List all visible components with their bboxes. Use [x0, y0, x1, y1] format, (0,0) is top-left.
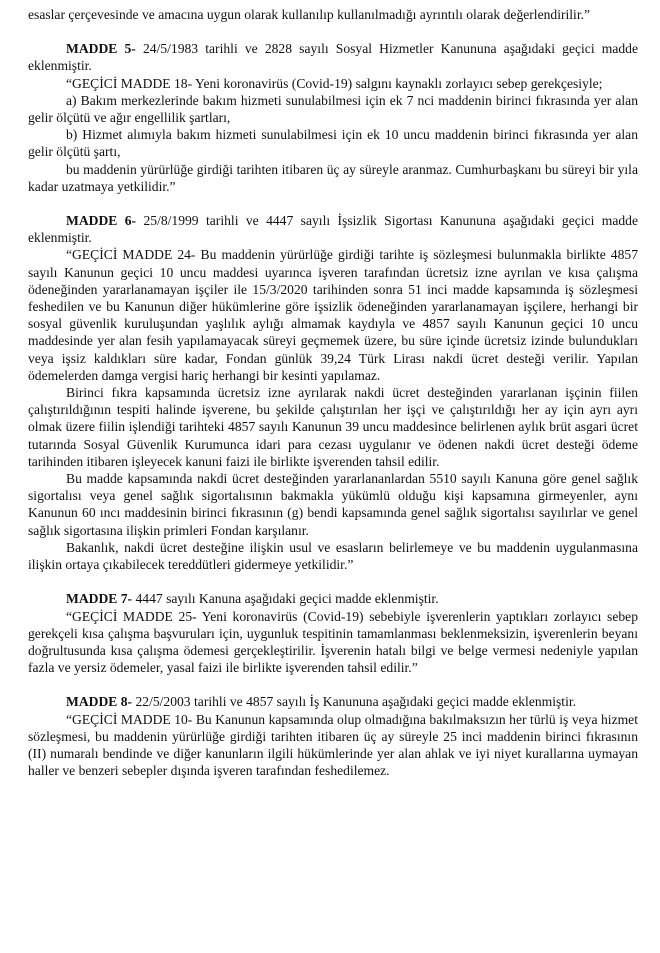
madde-7-intro: 4447 sayılı Kanuna aşağıdaki geçici madde eklenmiştir.	[132, 591, 439, 607]
madde-5-title: MADDE 5-	[66, 41, 136, 57]
madde-5-paragraph-4: bu maddenin yürürlüğe girdiği tarihten itibaren üç ay süreyle aranmaz. Cumhurbaşkanı bu süreyi bir yıla kadar uzatmaya yetkilidir.”	[28, 161, 638, 194]
spacer	[28, 573, 638, 590]
spacer	[28, 195, 638, 212]
madde-8-intro: 22/5/2003 tarihli ve 4857 sayılı İş Kanununa aşağıdaki geçici madde eklenmiştir.	[132, 694, 577, 710]
madde-6-heading	[28, 212, 638, 246]
spacer	[28, 23, 638, 40]
madde-5-paragraph-1: “GEÇİCİ MADDE 18- Yeni koronavirüs (Covid-19) salgını kaynaklı zorlayıcı sebep gerekçesiyle;	[66, 75, 603, 91]
madde-8-title: MADDE 8-	[66, 694, 133, 710]
madde-5-paragraph-3: b) Hizmet alımıyla bakım hizmeti sunulabilmesi için ek 10 uncu maddenin birinci fıkrasında yer alan gelir ölçütü şartı,	[28, 127, 638, 160]
document-page	[28, 6, 638, 779]
madde-7-paragraph-1: “GEÇİCİ MADDE 25- Yeni koronavirüs (Covid-19) sebebiyle işverenlerin yaptıkları zorlayıcı sebep gerekçeli kısa çalışma başvuruları için, uygunluk tespitinin tamamlanması beklenmeksizin, işverenlerin beyanı doğrultusunda kısa çalışma ödemesi gerçekleştirilir. İşverenin hatalı bilgi ve belge vermesi nedeniyle yapılan fazla ve yersiz ödemeler, yasal faizi ile birlikte işverenden tahsil edilir.”	[28, 608, 638, 676]
madde-6-paragraph-3: Bu madde kapsamında nakdi ücret desteğinden yararlananlardan 5510 sayılı Kanuna göre genel sağlık sigortalısı veya genel sağlık sigortalısının bakmakla yükümlü olduğu kişi kapsamına girmeyenler, aynı Kanunun 60 ıncı maddesinin birinci fıkrasının (g) bendi kapsamında genel sağlık sigortalısı sayılırlar ve genel sağlık sigortasına ilişkin primleri Fondan karşılanır.	[28, 471, 638, 538]
intro-continuation: esaslar çerçevesinde ve amacına uygun olarak kullanılıp kullanılmadığı ayrıntılı olarak değerlendirilir.”	[28, 7, 591, 22]
madde-6-intro: 25/8/1999 tarihli ve 4447 sayılı İşsizlik Sigortası Kanununa aşağıdaki geçici madde eklenmiştir.	[28, 213, 638, 246]
madde-6-paragraph-4: Bakanlık, nakdi ücret desteğine ilişkin usul ve esasların belirlemeye ve bu maddenin uygulanmasına ilişkin ortaya çıkabilecek tereddütleri gidermeye yetkilidir.”	[28, 539, 638, 573]
madde-6-paragraph-2: Birinci fıkra kapsamında ücretsiz izne ayrılarak nakdi ücret desteğinden yararlanan işçinin fiilen çalıştırıldığının tespiti halinde işverene, bu şekilde çalıştırılan her işçi ve çalıştırıldığı her ay için ayrı ayrı olmak üzere fiilin işlendiği tarihteki 4857 sayılı Kanunun 39 uncu maddesince belirlenen aylık brüt asgari ücret tutarında Sosyal Güvenlik Kurumunca idari para cezası uygulanır ve ödenen nakdi ücret desteği ödeme tarihinden itibaren işleyecek kanuni faizi ile birlikte işverenden tahsil edilir.	[28, 385, 638, 469]
madde-8-section	[28, 693, 638, 779]
madde-6-paragraph-1: “GEÇİCİ MADDE 24- Bu maddenin yürürlüğe girdiği tarihte iş sözleşmesi bulunmakla birlikte 4857 sayılı Kanunun geçici 10 uncu maddesi uyarınca işveren tarafından ücretsiz izne ayrılan ve kısa çalışma ödeneğinden yararlanamayan işçiler ile 15/3/2020 tarihinden sonra 51 inci madde kapsamında iş sözleşmesi feshedilen ve bu Kanunun diğer hükümlerine göre işsizlik ödeneğinden yararlanamayan işçilere, herhangi bir sosyal güvenlik kuruluşundan yaşlılık aylığı almamak kaydıyla ve 4857 sayılı Kanunun geçici 10 uncu maddesinde yer alan fesih yapılamayacak süreyi geçmemek üzere, bu süre içinde ücretsiz izinde bulundukları veya işsiz kaldıkları süre kadar, Fondan günlük 39,24 Türk Lirası nakdi ücret desteği verilir. Yapılan ödemelerden damga vergisi hariç herhangi bir kesinti yapılamaz.	[28, 247, 638, 383]
madde-5-paragraph-2: a) Bakım merkezlerinde bakım hizmeti sunulabilmesi için ek 7 nci maddenin birinci fıkrasında yer alan gelir ölçütü ve ağır engellilik şartları,	[28, 92, 638, 126]
madde-8-paragraph-1: “GEÇİCİ MADDE 10- Bu Kanunun kapsamında olup olmadığına bakılmaksızın her türlü iş veya hizmet sözleşmesi, bu maddenin yürürlüğe girdiği tarihten itibaren üç ay süreyle 25 inci maddenin birinci fıkrasının (II) numaralı bendinde ve diğer kanunların ilgili hükümlerinde yer alan ahlak ve iyi niyet kurallarına uymayan haller ve benzeri sebepler dışında işveren tarafından feshedilemez.	[28, 711, 638, 779]
madde-6-title: MADDE 6-	[66, 213, 137, 229]
madde-8-heading	[28, 693, 638, 710]
madde-5-section	[28, 40, 638, 195]
madde-5-intro: 24/5/1983 tarihli ve 2828 sayılı Sosyal Hizmetler Kanununa aşağıdaki geçici madde eklenmiştir.	[28, 41, 638, 74]
spacer	[28, 676, 638, 693]
madde-6-section	[28, 212, 638, 573]
madde-7-heading	[28, 590, 638, 607]
madde-7-title: MADDE 7-	[66, 591, 133, 607]
madde-7-section	[28, 590, 638, 676]
madde-5-heading	[28, 40, 638, 74]
